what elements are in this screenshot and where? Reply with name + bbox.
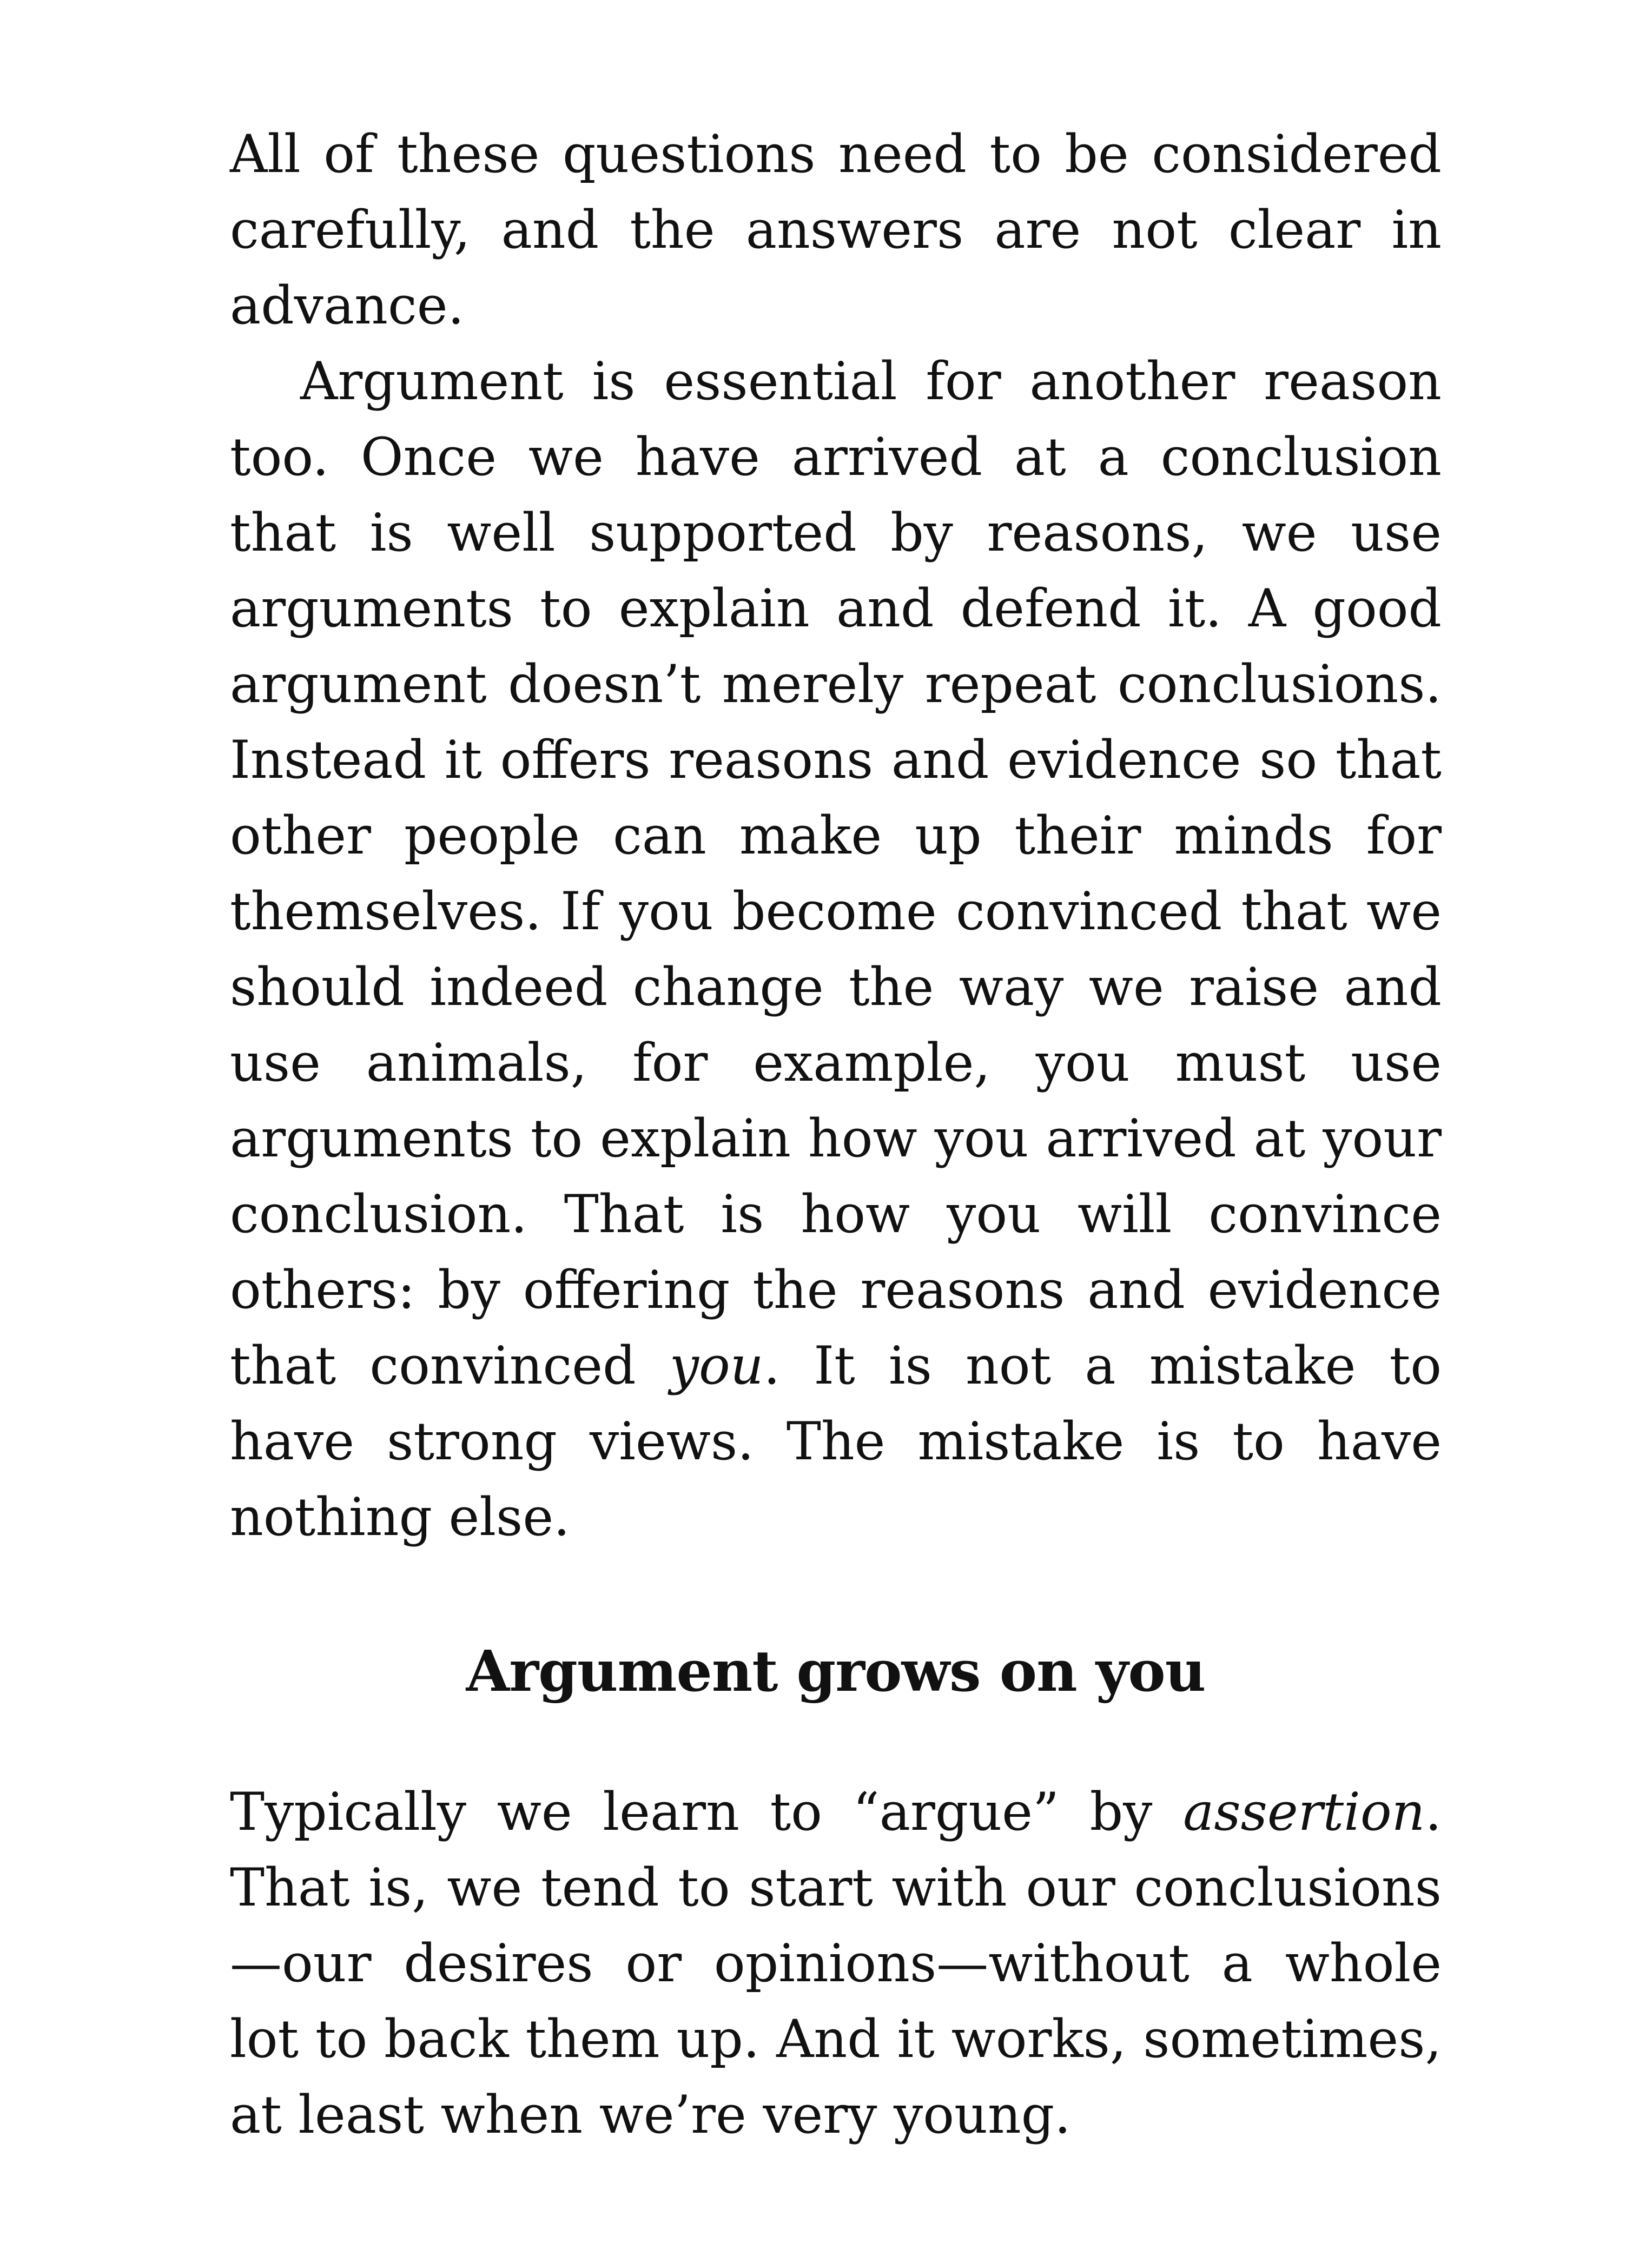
paragraph-2-text-b: . It is not a mistake to have strong views. The mistake is to have nothing else.	[230, 1335, 1442, 1547]
paragraph-3-emphasis: assertion	[1183, 1782, 1425, 1842]
paragraph-3-text-a: Typically we learn to “argue” by	[230, 1782, 1184, 1842]
paragraph-2	[230, 343, 1442, 1555]
paragraph-3-text-b: . That is, we tend to start with our conclusions—our desires or opinions—without a whole lot to back them up. And it works, sometimes, at least when we’re very young.	[230, 1782, 1442, 2145]
paragraph-1	[230, 116, 1442, 343]
paragraph-2-emphasis: you	[669, 1335, 764, 1396]
page-body	[230, 116, 1442, 2153]
section-heading: Argument grows on you	[466, 1638, 1206, 1704]
paragraph-3	[230, 1774, 1442, 2153]
paragraph-2-text-a: Argument is essential for another reason too. Once we have arrived at a conclusion that is well supported by reasons, we use arguments to explain and defend it. A good argument doesn’t merely repeat conclusions. Instead it offers reasons and evidence so that other people can make up their minds for themselves. If you become convinced that we should indeed change the way we raise and use animals, for example, you must use arguments to explain how you arrived at your conclusion. That is how you will convince others: by offering the reasons and evidence that convinced	[230, 351, 1442, 1396]
paragraph-1-text: All of these questions need to be considered carefully, and the answers are not clear in advance.	[230, 124, 1442, 336]
